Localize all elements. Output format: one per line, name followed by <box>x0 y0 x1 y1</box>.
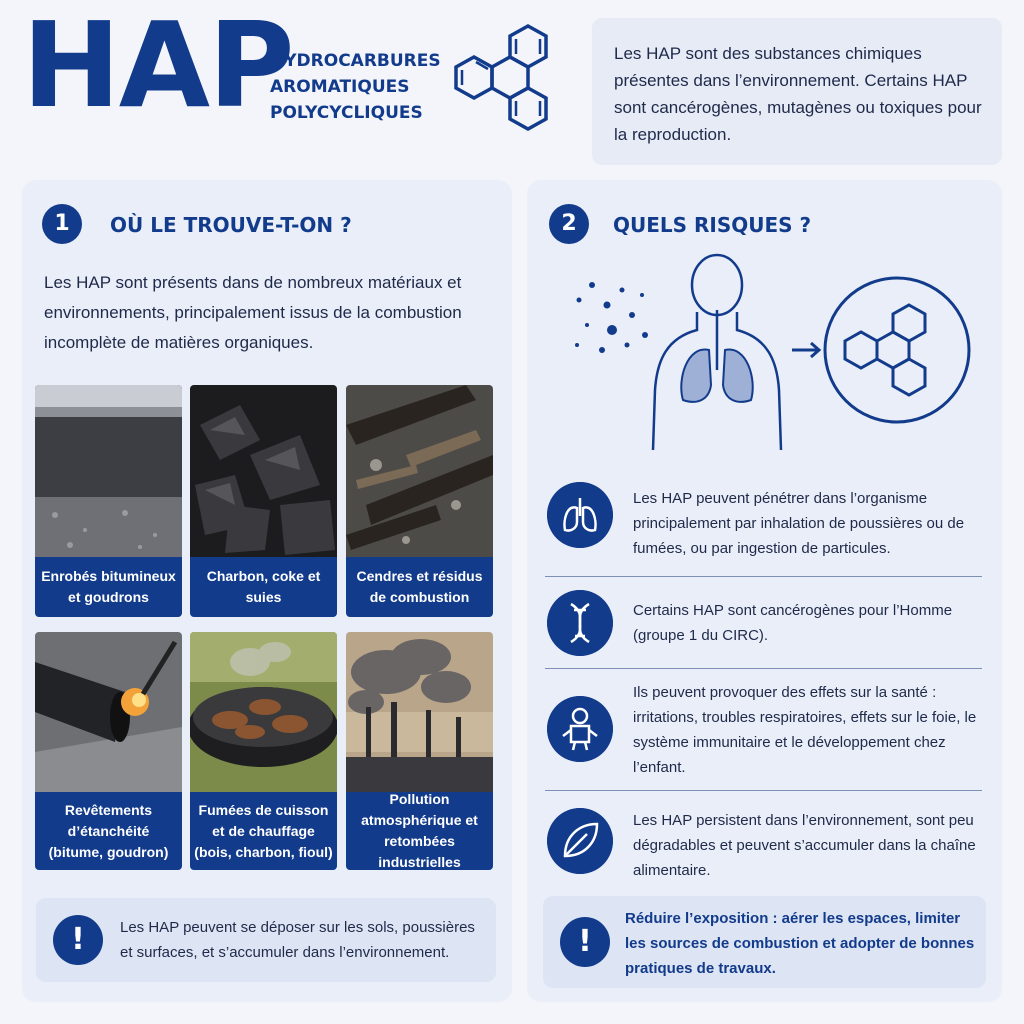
subtitle-line: HYDROCARBURES <box>270 51 441 71</box>
section-number: 1 <box>42 204 82 244</box>
source-card <box>190 632 337 870</box>
risk-text: Les HAP persistent dans l’environnement, sont peu dégradables et peuvent s’accumuler dans la chaîne alimentaire. <box>633 812 976 879</box>
coal-photo <box>190 385 337 557</box>
source-card <box>35 632 182 870</box>
risk-text: Certains HAP sont cancérogènes pour l’Homme (groupe 1 du CIRC). <box>633 602 953 644</box>
source-label: Enrobés bitumineux et goudrons <box>35 557 182 617</box>
page-subtitle <box>270 48 441 126</box>
section-number: 2 <box>549 204 589 244</box>
page-title: HAP <box>22 0 293 134</box>
source-label: Pollution atmosphérique et retombées industrielles <box>346 792 493 870</box>
barbecue-photo <box>190 632 337 792</box>
source-card <box>346 385 493 617</box>
header <box>0 0 1024 175</box>
risk-text: Ils peuvent provoquer des effets sur la santé : irritations, troubles respiratoires, effets sur le foie, le système immunitaire et le développement chez l’enfant. <box>633 684 977 776</box>
baby-icon <box>547 696 613 762</box>
divider <box>545 668 982 669</box>
subtitle-line: POLYCYCLIQUES <box>270 103 423 123</box>
dna-icon <box>547 590 613 656</box>
exclamation-icon: ! <box>560 917 610 967</box>
factory-smoke-photo <box>346 632 493 792</box>
source-card <box>346 632 493 870</box>
body-inhalation-illustration <box>567 250 977 460</box>
source-label: Charbon, coke et suies <box>190 557 337 617</box>
divider <box>545 576 982 577</box>
roofing-torch-photo <box>35 632 182 792</box>
alert-text: Réduire l’exposition : aérer les espaces, limiter les sources de combustion et adopter de bonnes pratiques de travaux. <box>625 910 975 977</box>
risk-item <box>545 588 990 668</box>
alert-box <box>543 896 986 988</box>
alert-text: Les HAP peuvent se déposer sur les sols, poussières et surfaces, et s’accumuler dans l’environnement. <box>120 919 475 961</box>
lungs-icon <box>547 482 613 548</box>
sources-panel <box>22 180 512 1002</box>
section-title: QUELS RISQUES ? <box>613 213 812 237</box>
section-title: OÙ LE TROUVE-T-ON ? <box>110 213 352 237</box>
alert-box <box>36 898 496 982</box>
source-label: Cendres et résidus de combustion <box>346 557 493 617</box>
leaf-icon <box>547 808 613 874</box>
source-label: Revêtements d’étanchéité (bitume, goudron) <box>35 792 182 870</box>
source-label: Fumées de cuisson et de chauffage (bois, charbon, fioul) <box>190 792 337 870</box>
risk-text: Les HAP peuvent pénétrer dans l’organisme principalement par inhalation de poussières ou de fumées, ou par ingestion de particules. <box>633 490 965 557</box>
section-intro: Les HAP sont présents dans de nombreux matériaux et environnements, principalement issus de la combustion incomplète de matières organiques. <box>44 273 462 352</box>
risk-item <box>545 804 990 884</box>
ashes-photo <box>346 385 493 557</box>
source-card <box>190 385 337 617</box>
intro-box: Les HAP sont des substances chimiques présentes dans l’environnement. Certains HAP sont cancérogènes, mutagènes ou toxiques pour la reproduction. <box>592 18 1002 165</box>
source-card <box>35 385 182 617</box>
asphalt-photo <box>35 385 182 557</box>
risk-item <box>545 478 990 558</box>
exclamation-icon: ! <box>53 915 103 965</box>
divider <box>545 790 982 791</box>
subtitle-line: AROMATIQUES <box>270 77 410 97</box>
risk-item <box>545 680 990 780</box>
molecule-icon <box>440 22 565 152</box>
risks-panel <box>527 180 1002 1002</box>
